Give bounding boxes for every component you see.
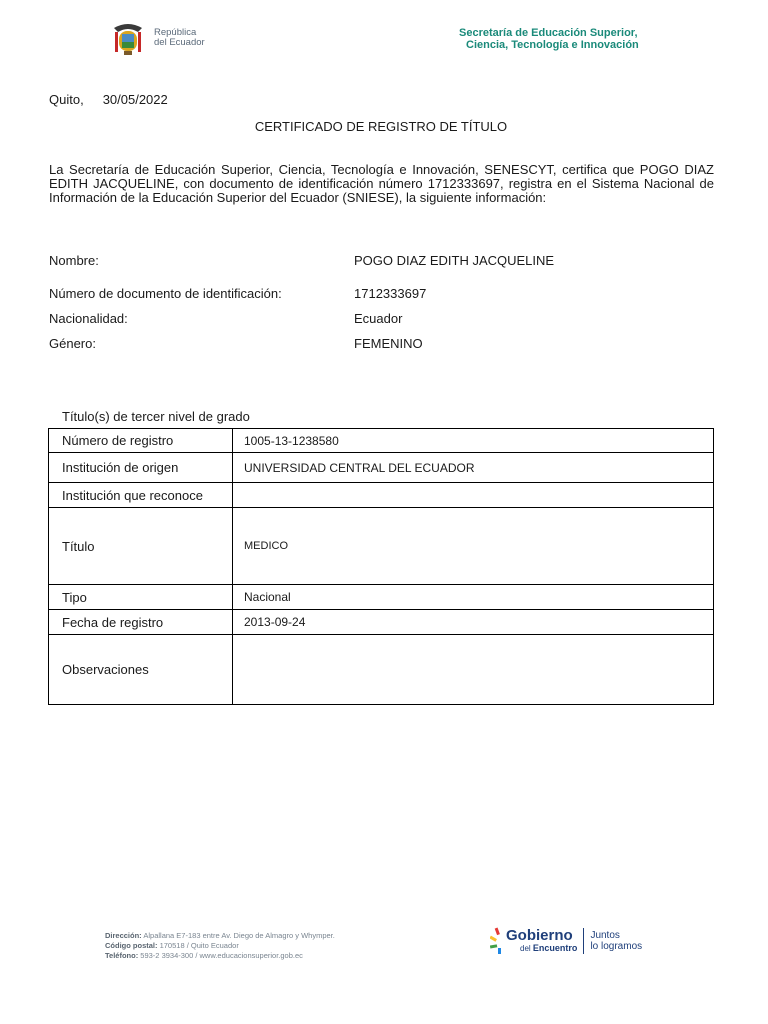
gobierno-divider xyxy=(583,928,584,954)
gobierno-burst-icon xyxy=(490,926,506,956)
personal-label-nacionalidad: Nacionalidad: xyxy=(49,311,128,326)
personal-label-documento: Número de documento de identificación: xyxy=(49,286,282,301)
republica-logo xyxy=(108,18,205,58)
table-label: Tipo xyxy=(49,585,233,610)
certificate-paragraph: La Secretaría de Educación Superior, Ciencia, Tecnología e Innovación, SENESCYT, certifica que POGO DIAZ EDITH JACQUELINE, con documento de identificación número 1712333697, registra en el Sistema Nacional de Información de la Educación Superior del Ecuador (SNIESE), la siguiente información: xyxy=(49,162,714,205)
table-row xyxy=(49,429,714,453)
table-value: 2013-09-24 xyxy=(233,610,714,635)
table-row xyxy=(49,453,714,483)
secretaria-line1: Secretaría de Educación Superior, xyxy=(459,27,638,39)
table-row xyxy=(49,610,714,635)
footer-direccion-label: Dirección: xyxy=(105,931,142,940)
footer-telefono-label: Teléfono: xyxy=(105,951,139,960)
slogan-line1: Juntos xyxy=(590,930,620,941)
footer-postal: 170518 / Quito Ecuador xyxy=(159,941,239,950)
table-value xyxy=(233,483,714,508)
table-row xyxy=(49,483,714,508)
republica-line2: del Ecuador xyxy=(154,37,205,48)
table-label: Fecha de registro xyxy=(49,610,233,635)
table-label: Observaciones xyxy=(49,635,233,705)
personal-value-nombre: POGO DIAZ EDITH JACQUELINE xyxy=(354,253,555,268)
titles-table xyxy=(48,428,714,705)
date-value: 30/05/2022 xyxy=(102,92,168,107)
gobierno-logo xyxy=(490,926,642,956)
table-row xyxy=(49,585,714,610)
gobierno-slogan xyxy=(590,930,642,952)
ecuador-coat-of-arms-icon xyxy=(108,18,148,58)
table-value: 1005-13-1238580 xyxy=(233,429,714,453)
footer-address xyxy=(105,931,335,961)
footer-postal-label: Código postal: xyxy=(105,941,158,950)
date-line xyxy=(49,92,168,107)
gobierno-word: Gobierno xyxy=(506,927,573,944)
table-caption: Título(s) de tercer nivel de grado xyxy=(62,409,250,424)
date-city: Quito, xyxy=(49,92,84,107)
slogan-line2: lo logramos xyxy=(590,941,643,952)
table-label: Institución que reconoce xyxy=(49,483,233,508)
table-value: MEDICO xyxy=(233,508,714,585)
table-value xyxy=(233,635,714,705)
certificate-title: CERTIFICADO DE REGISTRO DE TÍTULO xyxy=(254,119,508,134)
secretaria-logo-text xyxy=(459,27,639,51)
personal-label-nombre: Nombre: xyxy=(49,253,99,268)
personal-value-nacionalidad: Ecuador xyxy=(354,311,403,326)
footer-telefono: 593-2 3934-300 / www.educacionsuperior.gob.ec xyxy=(140,951,303,960)
table-label: Institución de origen xyxy=(49,453,233,483)
footer-direccion: Alpallana E7-183 entre Av. Diego de Almagro y Whymper. xyxy=(143,931,335,940)
personal-value-documento: 1712333697 xyxy=(354,286,427,301)
personal-label-genero: Género: xyxy=(49,336,96,351)
gobierno-sub xyxy=(506,943,577,954)
table-value: Nacional xyxy=(233,585,714,610)
table-label: Número de registro xyxy=(49,429,233,453)
table-label: Título xyxy=(49,508,233,585)
republica-line1: República xyxy=(154,27,197,38)
gobierno-sub-prefix: del xyxy=(520,944,531,953)
table-row xyxy=(49,635,714,705)
republica-text xyxy=(154,28,205,48)
gobierno-sub-word: Encuentro xyxy=(532,943,578,953)
table-value: UNIVERSIDAD CENTRAL DEL ECUADOR xyxy=(233,453,714,483)
table-row xyxy=(49,508,714,585)
secretaria-line2: Ciencia, Tecnología e Innovación xyxy=(466,39,639,51)
personal-value-genero: FEMENINO xyxy=(354,336,423,351)
